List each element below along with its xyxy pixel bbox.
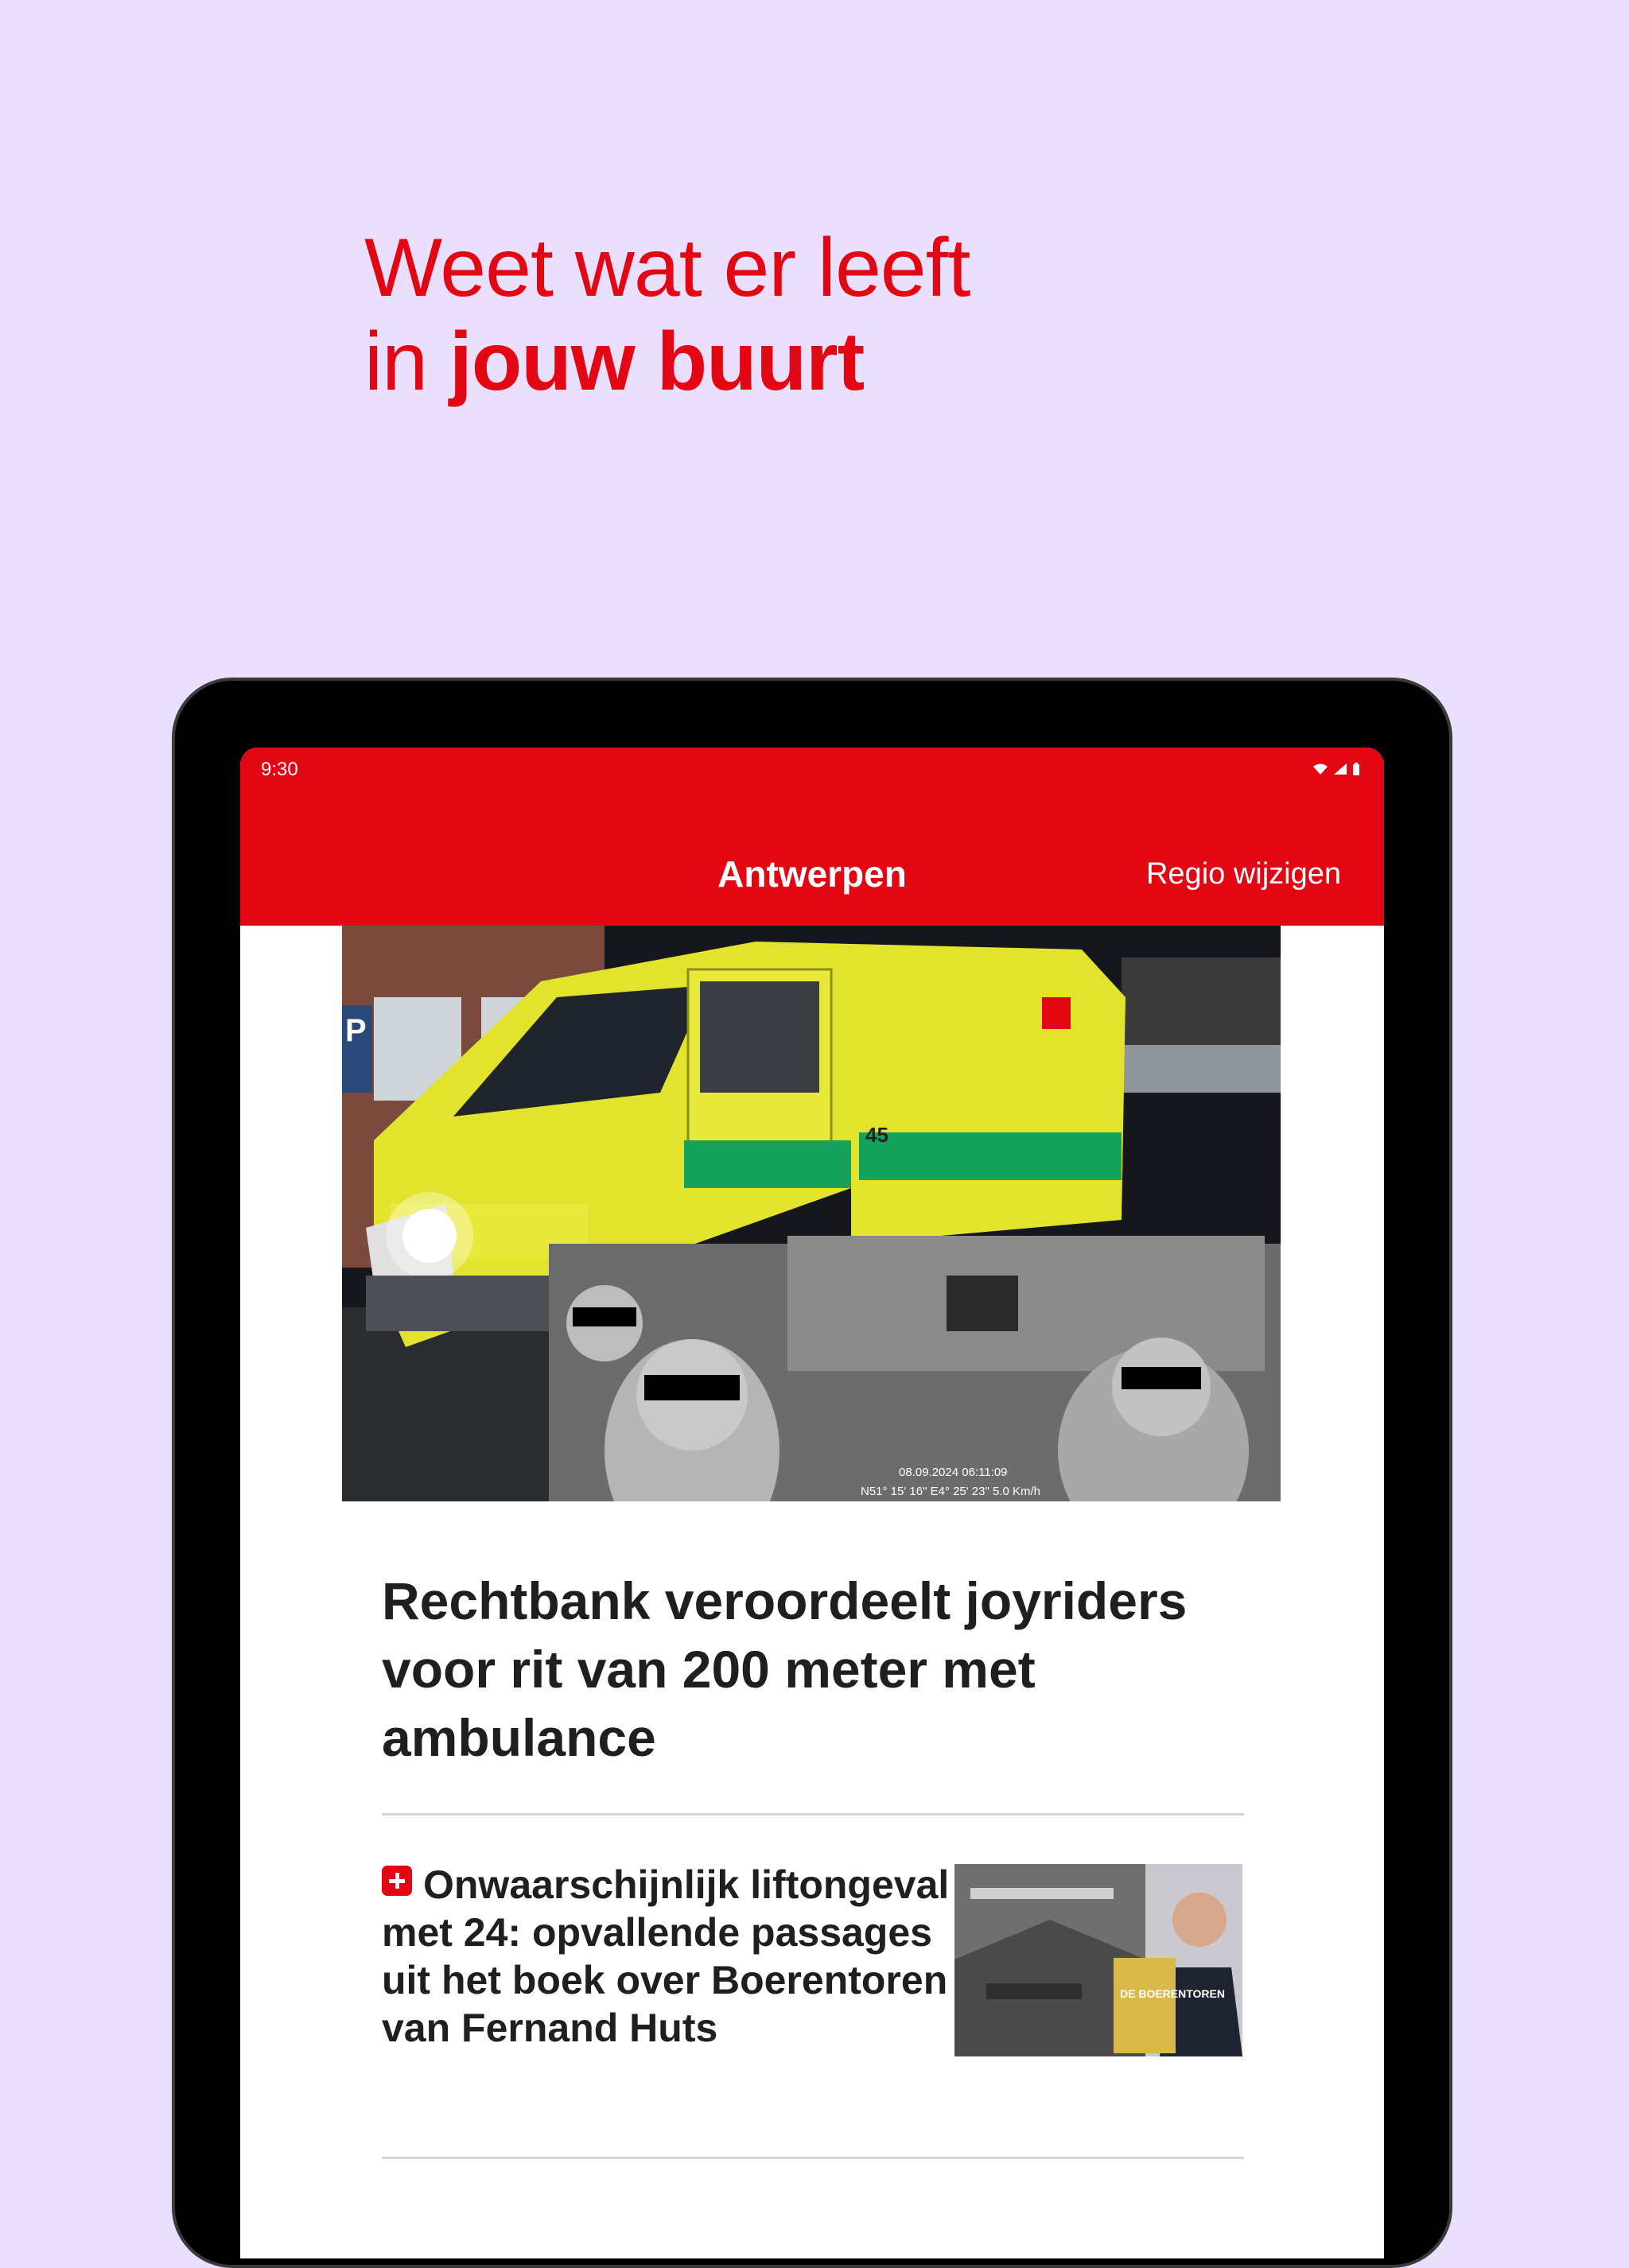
promo-headline bbox=[364, 221, 970, 409]
list-item[interactable] bbox=[382, 1861, 954, 2052]
main-article-title[interactable]: Rechtbank veroordeelt joyriders voor rit van 200 meter met ambulance bbox=[382, 1571, 1188, 1767]
list-item-title: Onwaarschijnlijk liftongeval met 24: opvallende passages uit het boek over Boerentoren van Fernand Huts bbox=[382, 1862, 950, 2050]
divider bbox=[382, 2157, 1244, 2159]
tablet-screen bbox=[240, 748, 1384, 2258]
boerentoren-thumbnail bbox=[954, 1864, 1242, 2056]
region-title: Antwerpen bbox=[717, 853, 907, 895]
app-bar bbox=[240, 748, 1384, 926]
book-title: DE BOERENTOREN bbox=[1120, 1987, 1225, 2000]
list-item-thumbnail[interactable] bbox=[954, 1864, 1242, 2056]
camera-still bbox=[549, 1236, 1281, 1501]
wifi-icon bbox=[1312, 763, 1328, 775]
hero-illustration bbox=[342, 926, 1281, 1501]
book-cover bbox=[1114, 1958, 1176, 2053]
signal-icon bbox=[1333, 763, 1347, 775]
change-region-button[interactable]: Regio wijzigen bbox=[1145, 857, 1341, 891]
divider bbox=[382, 1813, 1244, 1816]
hero-image[interactable] bbox=[342, 926, 1281, 1501]
battery-icon bbox=[1352, 762, 1360, 776]
promo-line-2 bbox=[364, 315, 970, 409]
promo-line-1: Weet wat er leeft bbox=[364, 222, 970, 314]
camera-stamp-date: 08.09.2024 06:11:09 bbox=[899, 1466, 1008, 1479]
premium-plus-icon bbox=[382, 1866, 412, 1896]
van-number: 45 bbox=[865, 1123, 888, 1147]
svg-text:P: P bbox=[345, 1013, 367, 1048]
status-time: 9:30 bbox=[261, 759, 298, 780]
camera-stamp-coords: N51° 15' 16" E4° 25' 23" 5.0 Km/h bbox=[861, 1485, 1041, 1498]
status-icons bbox=[1312, 762, 1360, 776]
promo-line-2-bold: jouw buurt bbox=[449, 316, 865, 408]
promo-line-2-prefix: in bbox=[364, 316, 449, 408]
